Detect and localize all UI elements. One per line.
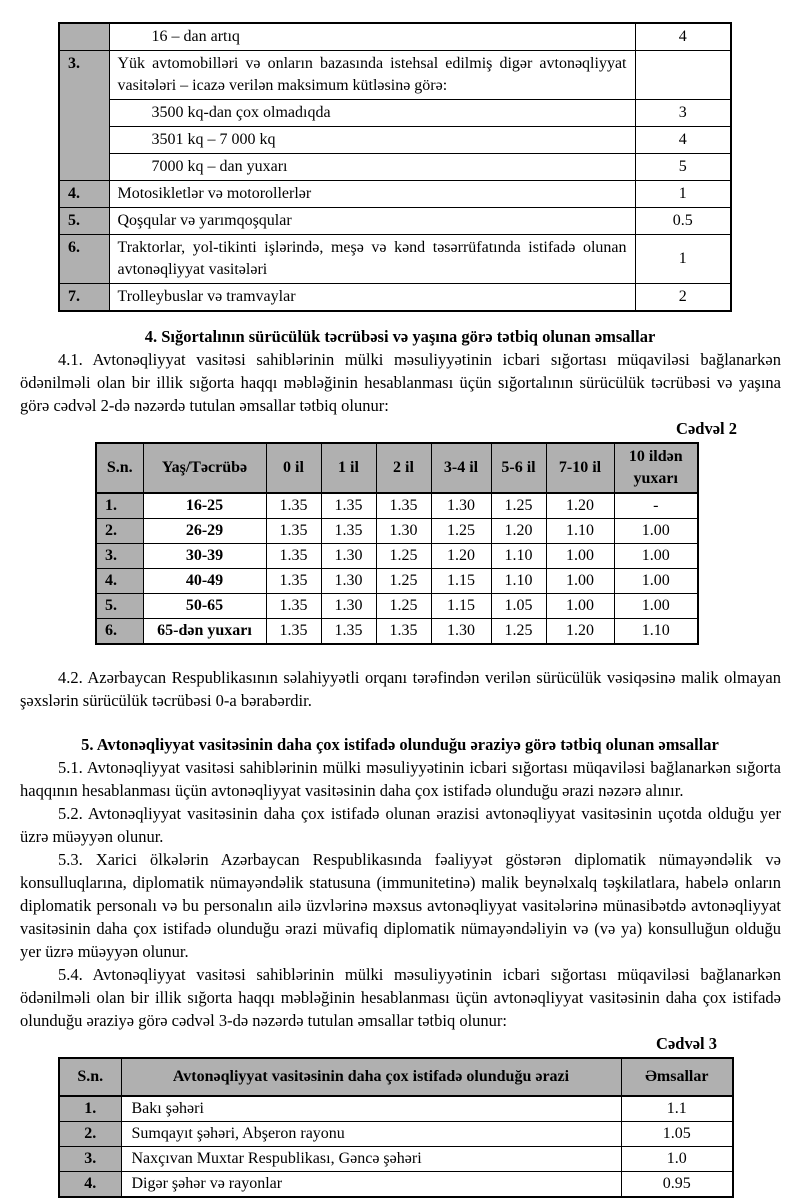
coefficient-value: 1.25 bbox=[491, 493, 546, 519]
age-range-cell: 65-dən yuxarı bbox=[143, 619, 266, 645]
serial-cell: 3. bbox=[96, 544, 143, 569]
coefficient-value: 1.00 bbox=[546, 594, 614, 619]
serial-cell bbox=[59, 23, 109, 51]
table-row bbox=[59, 1147, 733, 1172]
coefficient-value: 1.25 bbox=[431, 519, 491, 544]
coefficient-value: 1.35 bbox=[321, 493, 376, 519]
serial-cell: 4. bbox=[59, 1172, 121, 1198]
coefficient-value: 1 bbox=[635, 181, 731, 208]
column-header: 5-6 il bbox=[491, 443, 546, 493]
coefficient-value: 4 bbox=[635, 127, 731, 154]
vehicle-label: Qoşqular və yarımqoşqular bbox=[109, 208, 635, 235]
table-header-row bbox=[59, 1058, 733, 1096]
table-row bbox=[59, 1172, 733, 1198]
coefficient-value: 1.35 bbox=[321, 519, 376, 544]
coefficient-value: 3 bbox=[635, 100, 731, 127]
table-row bbox=[59, 1096, 733, 1122]
paragraph-4-1: 4.1. Avtonəqliyyat vasitəsi sahiblərinin mülki məsuliyyətinin icbari sığortası müqaviləsi bağlanarkən ödənilməli olan bir illik sığorta haqqı məbləğinin hesablanması üçün sığortalının sürücülük təcrübəsi və yaşına görə cədvəl 2-də nəzərdə tutulan əmsallar tətbiq olunur: bbox=[20, 350, 781, 415]
column-header: S.n. bbox=[59, 1058, 121, 1096]
coefficient-value: 1.35 bbox=[266, 619, 321, 645]
table-row bbox=[96, 519, 698, 544]
age-range-cell: 30-39 bbox=[143, 544, 266, 569]
serial-cell: 5. bbox=[96, 594, 143, 619]
territory-label: Naxçıvan Muxtar Respublikası, Gəncə şəhəri bbox=[121, 1147, 621, 1172]
serial-cell: 4. bbox=[96, 569, 143, 594]
coefficient-value: 1.30 bbox=[431, 619, 491, 645]
coefficient-value: 1.00 bbox=[546, 544, 614, 569]
serial-cell: 6. bbox=[96, 619, 143, 645]
table-row bbox=[96, 544, 698, 569]
column-header: 2 il bbox=[376, 443, 431, 493]
table-row bbox=[59, 23, 731, 51]
coefficient-value: 1.1 bbox=[621, 1096, 733, 1122]
age-experience-coefficient-table bbox=[95, 442, 699, 645]
vehicle-label: Traktorlar, yol-tikinti işlərində, meşə və kənd təsərrüfatında istifadə olunan avtonəqliyyat vasitələri bbox=[109, 235, 635, 284]
territory-label: Digər şəhər və rayonlar bbox=[121, 1172, 621, 1198]
section4-heading: 4. Sığortalının sürücülük təcrübəsi və yaşına görə tətbiq olunan əmsallar bbox=[144, 327, 656, 346]
coefficient-value: 1.35 bbox=[321, 619, 376, 645]
vehicle-label: 16 – dan artıq bbox=[109, 23, 635, 51]
coefficient-value: 0.5 bbox=[635, 208, 731, 235]
coefficient-value: 1.30 bbox=[431, 493, 491, 519]
serial-cell: 2. bbox=[96, 519, 143, 544]
coefficient-value: 1.30 bbox=[376, 519, 431, 544]
coefficient-value: 1.15 bbox=[431, 569, 491, 594]
age-range-cell: 26-29 bbox=[143, 519, 266, 544]
vehicle-label: Yük avtomobilləri və onların bazasında istehsal edilmiş digər avtonəqliyyat vasitələri – icazə verilən maksimum kütləsinə görə: bbox=[109, 51, 635, 100]
coefficient-value: 1.00 bbox=[614, 594, 698, 619]
coefficient-value: 1.25 bbox=[491, 619, 546, 645]
coefficient-value: 1.20 bbox=[546, 619, 614, 645]
section5-heading: 5. Avtonəqliyyat vasitəsinin daha çox istifadə olunduğu əraziyə görə tətbiq olunan əmsallar bbox=[81, 735, 719, 754]
coefficient-value: 1.25 bbox=[376, 569, 431, 594]
paragraph-5-2: 5.2. Avtonəqliyyat vasitəsinin daha çox istifadə olunan ərazisi avtonəqliyyat vasitəsinin uçotda olduğu yer üzrə müəyyən olunur. bbox=[20, 804, 781, 846]
coefficient-value: 1.00 bbox=[546, 569, 614, 594]
serial-cell: 1. bbox=[96, 493, 143, 519]
coefficient-value: 1.35 bbox=[266, 519, 321, 544]
coefficient-value: 1.25 bbox=[376, 544, 431, 569]
paragraph-4-2: 4.2. Azərbaycan Respublikasının səlahiyyətli orqanı tərəfindən verilən sürücülük vəsiqəsinə malik olmayan şəxslərin sürücülük təcrübəsi 0-a bərabərdir. bbox=[20, 668, 781, 710]
serial-cell: 2. bbox=[59, 1122, 121, 1147]
serial-cell: 4. bbox=[59, 181, 109, 208]
territory-coefficient-table bbox=[58, 1057, 734, 1198]
coefficient-value: 1.0 bbox=[621, 1147, 733, 1172]
coefficient-value: 1.30 bbox=[321, 544, 376, 569]
table-row bbox=[59, 208, 731, 235]
coefficient-value: 1.20 bbox=[546, 493, 614, 519]
coefficient-value: 1.20 bbox=[431, 544, 491, 569]
table2-caption: Cədvəl 2 bbox=[676, 419, 737, 438]
coefficient-value: 5 bbox=[635, 154, 731, 181]
age-range-cell: 50-65 bbox=[143, 594, 266, 619]
table-row bbox=[96, 619, 698, 645]
serial-cell: 3. bbox=[59, 51, 109, 181]
coefficient-value: 1.00 bbox=[614, 544, 698, 569]
column-header: Avtonəqliyyat vasitəsinin daha çox istifadə olunduğu ərazi bbox=[121, 1058, 621, 1096]
coefficient-value bbox=[635, 51, 731, 100]
serial-cell: 3. bbox=[59, 1147, 121, 1172]
column-header: Yaş/Təcrübə bbox=[143, 443, 266, 493]
column-header: S.n. bbox=[96, 443, 143, 493]
column-header: 1 il bbox=[321, 443, 376, 493]
table-row bbox=[96, 569, 698, 594]
serial-cell: 1. bbox=[59, 1096, 121, 1122]
table-row bbox=[59, 284, 731, 312]
column-header: 3-4 il bbox=[431, 443, 491, 493]
serial-cell: 6. bbox=[59, 235, 109, 284]
coefficient-value: 1.35 bbox=[266, 594, 321, 619]
table-row bbox=[96, 493, 698, 519]
coefficient-value: 1 bbox=[635, 235, 731, 284]
table-row bbox=[59, 235, 731, 284]
table-row bbox=[96, 594, 698, 619]
age-range-cell: 40-49 bbox=[143, 569, 266, 594]
coefficient-value: 1.00 bbox=[614, 569, 698, 594]
paragraph-5-1: 5.1. Avtonəqliyyat vasitəsi sahiblərinin mülki məsuliyyətinin icbari sığortası müqaviləsi bağlanarkən sığorta haqqının hesablanması üçün avtonəqliyyat vasitəsinin daha çox istifadə olunduğu ərazi nəzərə alınır. bbox=[20, 758, 781, 800]
vehicle-label: Motosikletlər və motorollerlər bbox=[109, 181, 635, 208]
coefficient-value: 1.00 bbox=[614, 519, 698, 544]
vehicle-label: Trolleybuslar və tramvaylar bbox=[109, 284, 635, 312]
coefficient-value: - bbox=[614, 493, 698, 519]
coefficient-value: 1.15 bbox=[431, 594, 491, 619]
table-header-row bbox=[96, 443, 698, 493]
coefficient-value: 1.25 bbox=[376, 594, 431, 619]
coefficient-value: 1.05 bbox=[621, 1122, 733, 1147]
coefficient-value: 2 bbox=[635, 284, 731, 312]
coefficient-value: 1.30 bbox=[321, 569, 376, 594]
table-row bbox=[59, 1122, 733, 1147]
column-header: 10 ildən yuxarı bbox=[614, 443, 698, 493]
age-range-cell: 16-25 bbox=[143, 493, 266, 519]
table-row bbox=[59, 51, 731, 100]
vehicle-sublabel: 7000 kq – dan yuxarı bbox=[109, 154, 635, 181]
coefficient-value: 1.05 bbox=[491, 594, 546, 619]
coefficient-value: 1.35 bbox=[266, 569, 321, 594]
table-row bbox=[59, 127, 731, 154]
coefficient-value: 1.20 bbox=[491, 519, 546, 544]
coefficient-value: 1.10 bbox=[546, 519, 614, 544]
coefficient-value: 1.30 bbox=[321, 594, 376, 619]
table-row bbox=[59, 181, 731, 208]
coefficient-value: 1.10 bbox=[614, 619, 698, 645]
paragraph-5-4: 5.4. Avtonəqliyyat vasitəsi sahiblərinin mülki məsuliyyətinin icbari sığortası müqaviləsi bağlanarkən ödənilməli olan bir illik sığorta haqqı məbləğinin hesablanması üçün avtonəqliyyat vasitəsinin daha çox istifadə olunduğu əraziyə görə cədvəl 3-də nəzərdə tutulan əmsallar tətbiq olunur: bbox=[20, 965, 781, 1030]
table3-caption: Cədvəl 3 bbox=[656, 1034, 717, 1053]
column-header: 0 il bbox=[266, 443, 321, 493]
column-header: Əmsallar bbox=[621, 1058, 733, 1096]
table-row bbox=[59, 154, 731, 181]
paragraph-5-3: 5.3. Xarici ölkələrin Azərbaycan Respublikasında fəaliyyət göstərən diplomatik nümayəndəlik və konsulluqlarına, diplomatik nümayəndəlik statusuna (immunitetinə) malik beynəlxalq təşkilatlara, habelə onların diplomatik personalı və bu personalın ailə üzvlərinə məxsus avtonəqliyyat vasitələrinə münasibətdə avtonəqliyyat vasitəsinin daha çox istifadə olunduğu ərazi müvafiq diplomatik nümayəndəliyin və (və ya) konsulluğun olduğu yer üzrə müəyyən olunur. bbox=[20, 850, 781, 961]
column-header: 7-10 il bbox=[546, 443, 614, 493]
coefficient-value: 1.10 bbox=[491, 544, 546, 569]
serial-cell: 5. bbox=[59, 208, 109, 235]
vehicle-sublabel: 3500 kq-dan çox olmadıqda bbox=[109, 100, 635, 127]
serial-cell: 7. bbox=[59, 284, 109, 312]
coefficient-value: 1.35 bbox=[266, 493, 321, 519]
vehicle-coefficient-table bbox=[58, 22, 732, 312]
table-row bbox=[59, 100, 731, 127]
coefficient-value: 4 bbox=[635, 23, 731, 51]
coefficient-value: 1.35 bbox=[266, 544, 321, 569]
territory-label: Sumqayıt şəhəri, Abşeron rayonu bbox=[121, 1122, 621, 1147]
territory-label: Bakı şəhəri bbox=[121, 1096, 621, 1122]
coefficient-value: 0.95 bbox=[621, 1172, 733, 1198]
vehicle-sublabel: 3501 kq – 7 000 kq bbox=[109, 127, 635, 154]
coefficient-value: 1.35 bbox=[376, 619, 431, 645]
coefficient-value: 1.35 bbox=[376, 493, 431, 519]
coefficient-value: 1.10 bbox=[491, 569, 546, 594]
